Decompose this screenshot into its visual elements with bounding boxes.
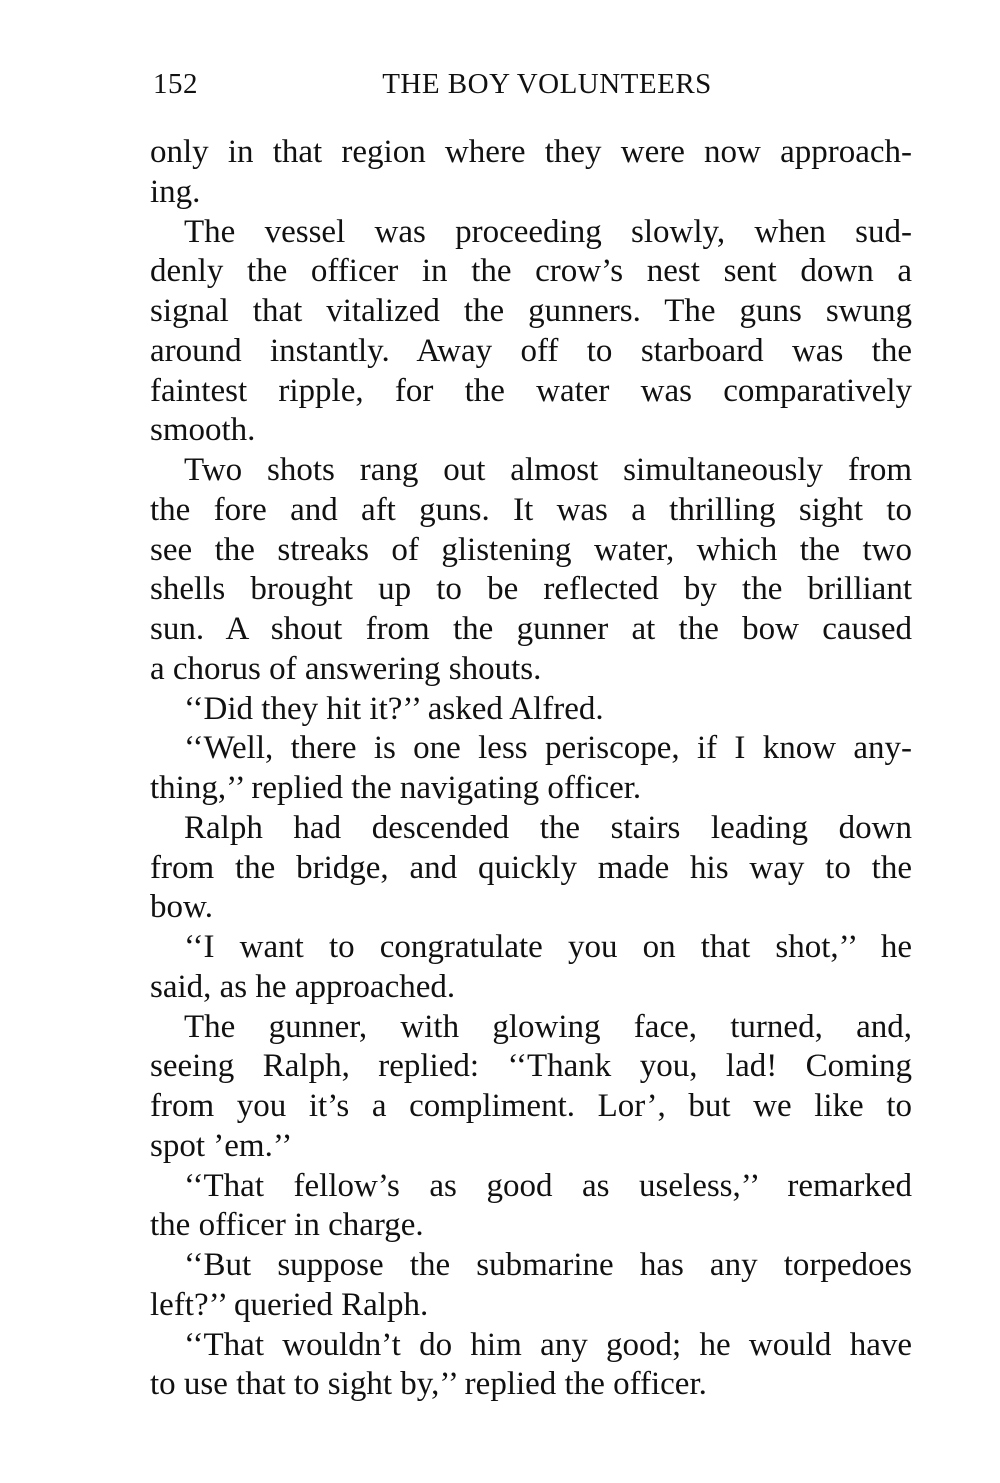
paragraph [150,451,912,690]
text-line: from you it’s a compliment. Lor’, but we like to [150,1088,912,1124]
text-line: from the bridge, and quickly made his way to the [150,849,912,886]
page-number: 152 [153,68,198,100]
paragraph [150,213,912,452]
body-text [150,133,912,1405]
paragraph [150,1246,912,1326]
text-line: around instantly. Away off to starboard was the [150,332,912,369]
text-line: ‘‘That wouldn’t do him any good; he would have [184,1326,912,1363]
text-line: ‘‘That fellow’s as good as useless,’’ remarked [184,1167,912,1204]
text-line: smooth. [150,412,256,449]
text-line: ‘‘Well, there is one less periscope, if I know any- [184,730,912,767]
text-line: only in that region where they were now approach- [150,134,912,170]
page-header [150,68,912,108]
text-line: seeing Ralph, replied: ‘‘Thank you, lad! Coming [150,1048,912,1085]
text-line: Two shots rang out almost simultaneously from [184,452,912,488]
text-line: The gunner, with glowing face, turned, and, [184,1008,912,1045]
text-line: the officer in charge. [150,1207,424,1244]
text-line: signal that vitalized the gunners. The guns swung [150,293,912,329]
text-line: sun. A shout from the gunner at the bow caused [150,611,912,647]
paragraph [150,690,912,730]
paragraph [150,928,912,1008]
text-line: The vessel was proceeding slowly, when sud- [184,213,912,250]
text-line: ‘‘I want to congratulate you on that shot,’’ he [184,929,912,965]
paragraph [150,809,912,928]
text-line: said, as he approached. [150,968,456,1005]
text-line: a chorus of answering shouts. [150,650,542,687]
text-line: ing. [150,173,201,210]
paragraph [150,1326,912,1406]
paragraph [150,729,912,809]
text-line: the fore and aft guns. It was a thrilling sight to [150,491,912,528]
text-line: thing,’’ replied the navigating officer. [150,770,642,806]
text-line: ‘‘But suppose the submarine has any torpedoes [184,1247,912,1283]
running-title: THE BOY VOLUNTEERS [382,68,712,100]
paragraph [150,1167,912,1247]
text-line: see the streaks of glistening water, which the two [150,531,912,568]
text-line: spot ’em.’’ [150,1127,293,1164]
text-line: faintest ripple, for the water was comparatively [150,372,912,409]
text-line: to use that to sight by,’’ replied the officer. [150,1366,707,1403]
text-line: Ralph had descended the stairs leading down [184,809,912,846]
text-line: shells brought up to be reflected by the brilliant [150,571,912,608]
paragraph [150,1008,912,1167]
text-line: denly the officer in the crow’s nest sent down a [150,253,912,290]
text-line: bow. [150,889,213,926]
text-line: left?’’ queried Ralph. [150,1286,429,1323]
paragraph [150,133,912,213]
text-line: ‘‘Did they hit it?’’ asked Alfred. [184,690,604,727]
